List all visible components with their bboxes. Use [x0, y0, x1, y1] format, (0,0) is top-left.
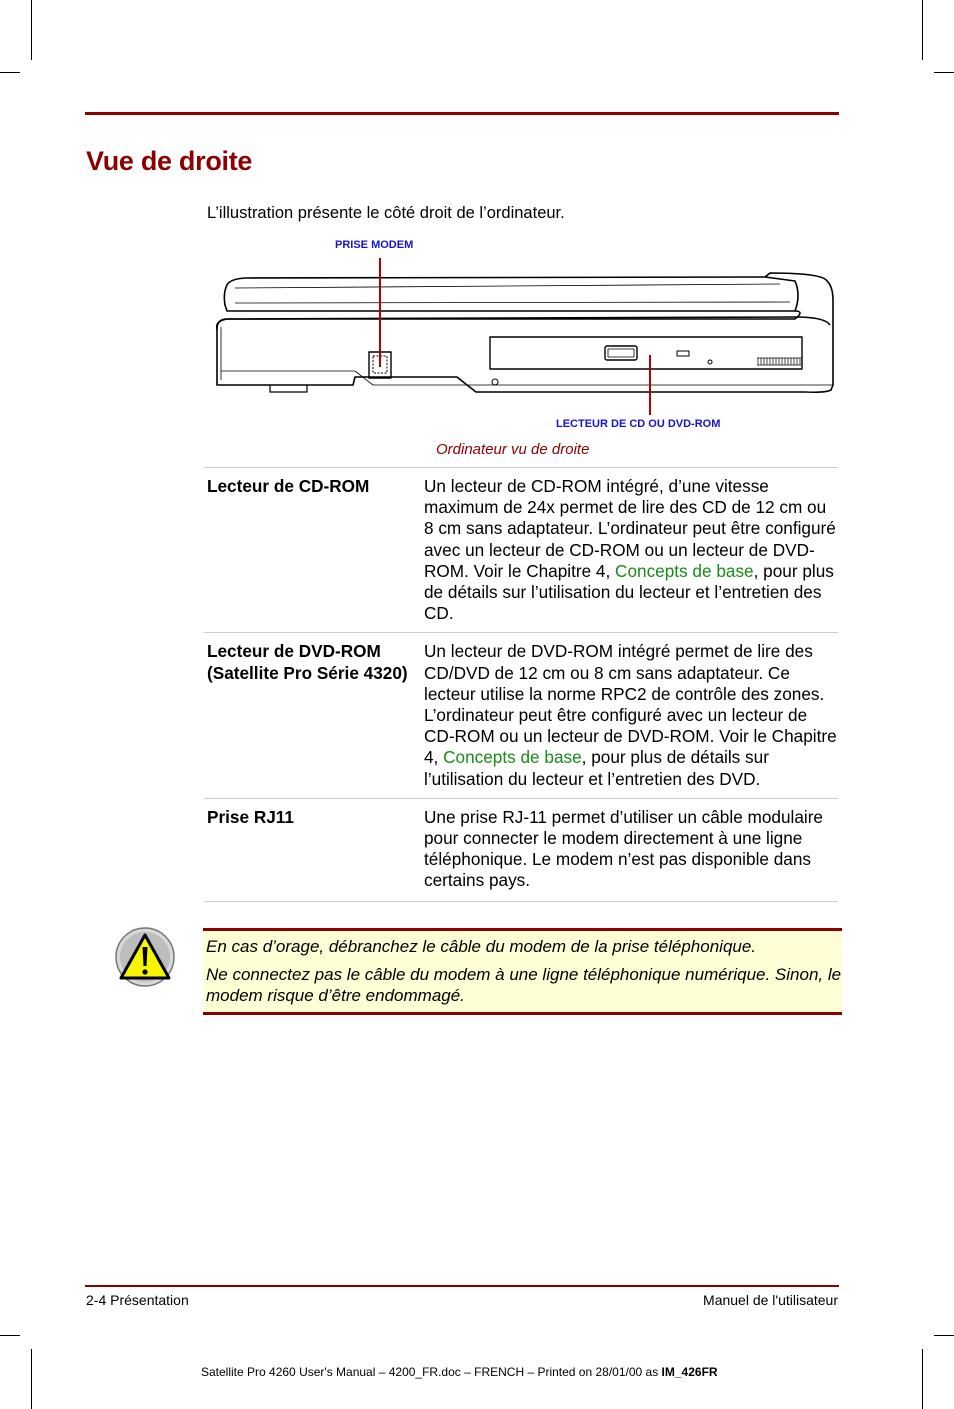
crop-mark [922, 1349, 923, 1409]
warning-text: En cas d’orage, débranchez le câble du modem de la prise téléphonique. [206, 937, 757, 956]
crop-mark [934, 1335, 954, 1336]
description-text: , pour plus de détails sur l’utilisation du lecteur et l’entretien des DVD. [424, 747, 769, 789]
description-text: Une prise RJ-11 permet d’utiliser un câble modulaire pour connecter le modem directement à une ligne téléphonique. Le modem n’est pas disponible dans certains pays. [424, 806, 823, 891]
link-concepts-de-base[interactable]: Concepts de base [443, 747, 582, 768]
description-text: Un lecteur de CD-ROM intégré, d’une vitesse maximum de 24x permet de lire des CD de 12 cm ou 8 cm sans adaptateur. L’ordinateur peut être configuré avec un lecteur de CD-ROM ou un lecteur de DVD-ROM. Voir le Chapitre 4, [424, 476, 836, 581]
crop-mark [934, 72, 954, 73]
intro-text: L’illustration présente le côté droit de l’ordinateur. [207, 204, 565, 222]
footer-manual-name: Manuel de l'utilisateur [703, 1292, 838, 1308]
description-cell [424, 798, 838, 901]
term-cell: Prise RJ11 [204, 798, 424, 901]
description-cell [424, 633, 838, 798]
laptop-lid [224, 277, 798, 311]
optical-drive-bay [490, 337, 802, 369]
figure-caption: Ordinateur vu de droite [436, 441, 590, 458]
warning-text: Ne connectez pas le câble du modem à une ligne téléphonique numérique. Sinon, le modem risque d’être endommagé. [206, 965, 842, 1005]
description-text: Un lecteur de DVD-ROM intégré permet de lire des CD/DVD de 12 cm ou 8 cm sans adaptateur. Ce lecteur utilise la norme RPC2 de contrôle des zones. L’ordinateur peut être configuré avec un lecteur de CD-ROM ou un lecteur de DVD-ROM. Voir le Chapitre 4, [424, 641, 837, 768]
page-title: Vue de droite [86, 146, 253, 176]
link-concepts-de-base[interactable]: Concepts de base [615, 560, 754, 581]
callout-modem-label: PRISE MODEM [335, 239, 414, 251]
crop-mark [31, 1349, 32, 1409]
warning-icon [114, 926, 176, 988]
term-cell: Lecteur de CD-ROM [204, 468, 424, 633]
print-info-text: Satellite Pro 4260 User's Manual – 4200_FR.doc – FRENCH – Printed on 28/01/00 as [201, 1365, 662, 1379]
table-row [204, 468, 838, 633]
print-info [201, 1365, 718, 1379]
crop-mark [31, 0, 32, 60]
description-text: , pour plus de détails sur l’utilisation du lecteur et l’entretien des CD. [424, 560, 834, 624]
callout-drive-label: LECTEUR DE CD OU DVD-ROM [556, 418, 721, 430]
header-rule [85, 112, 839, 115]
crop-mark [0, 72, 20, 73]
crop-mark [922, 0, 923, 60]
warning-box [203, 928, 842, 1015]
description-cell [424, 468, 838, 633]
print-info-code: IM_426FR [661, 1365, 718, 1379]
table-row [204, 798, 838, 901]
laptop-right-side-illustration [205, 255, 845, 420]
footer-rule [85, 1285, 839, 1287]
table-row [204, 633, 838, 798]
spec-table [204, 467, 838, 902]
term-cell: Lecteur de DVD-ROM (Satellite Pro Série 4320) [204, 633, 424, 798]
crop-mark [0, 1335, 20, 1336]
footer-page-ref: 2-4 Présentation [86, 1292, 189, 1308]
